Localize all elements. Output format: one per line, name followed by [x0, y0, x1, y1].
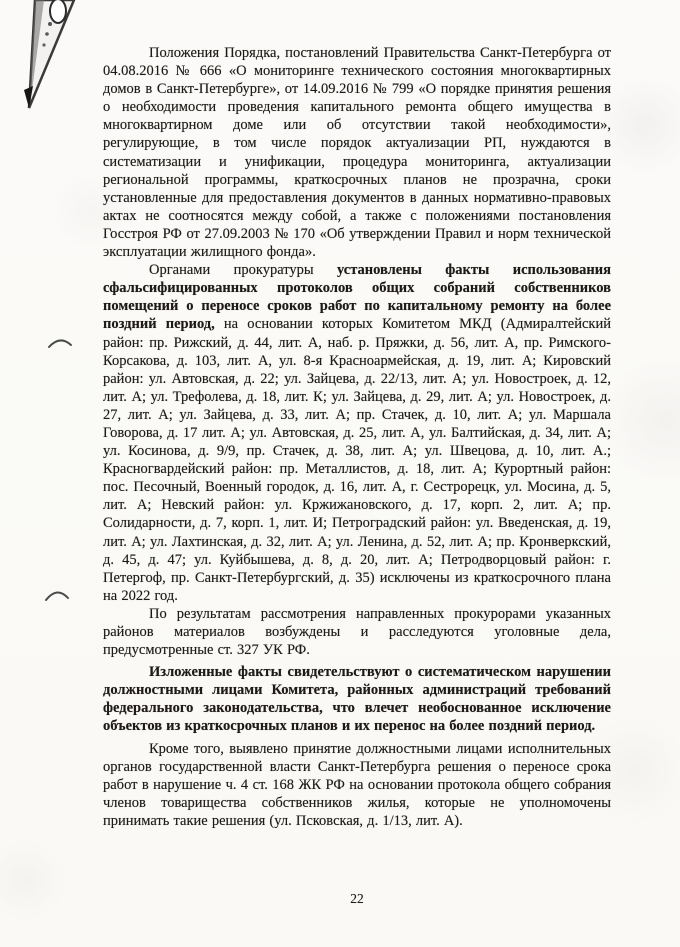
paragraph-falsified-protocols [103, 261, 611, 605]
margin-check-arc-icon [40, 330, 80, 356]
p2-bold-findings-text: установлены факты использования сфальсифицированных протоколов общих собраний собственников помещений о переносе сроков работ по капитальному ремонту на более поздний период, [103, 262, 611, 333]
margin-check-arc-icon [38, 582, 78, 608]
p2-lead-text: Органами прокуратуры [149, 262, 337, 279]
paragraph-criminal-cases: По результатам рассмотрения направленных прокурорами указанных районов материалов возбуждены и расследуются уголовные дела, предусмотренные ст. 327 УК РФ. [103, 605, 611, 659]
paragraph-systematic-violations-bold: Изложенные факты свидетельствуют о систематическом нарушении должностными лицами Комитета, районных администраций требований федерального законодательства, что влечет необоснованное исключение объектов из краткосрочных планов и их перенос на более поздний период. [103, 664, 611, 735]
p2-address-list-text: на основании которых Комитетом МКД (Адмиралтейский район: пр. Рижский, д. 44, лит. А, наб. р. Пряжки, д. 56, лит. А, пр. Римского-Корсакова, д. 103, лит. А, ул. 8-я Красноармейская, д. 19, лит. А; Кировский район: ул. Автовская, д. 22; ул. Зайцева, д. 22/13, лит. А; ул. Новостроек, д. 12, лит. А; ул. Трефолева, д. 18, лит. К; ул. Зайцева, д. 29, лит. А; ул. Новостроек, д. 27, лит. А; ул. Зайцева, д. 33, лит. А; пр. Стачек, д. 10, лит. А; ул. Маршала Говорова, д. 17 лит. А; ул. Автовская, д. 25, лит. А, ул. Балтийская, д. 34, лит. А; ул. Косинова, д. 9/9, пр. Стачек, д. 38, лит. А; ул. Швецова, д. 10, лит. А.; Красногвардейский район: пр. Металлистов, д. 18, лит. А; Курортный район: пос. Песочный, Военный городок, д. 16, лит. А, г. Сестрорецк, ул. Мосина, д. 5, лит. А; Невский район: ул. Кржижановского, д. 17, корп. 2, лит. А; пр. Солидарности, д. 7, корп. 1, лит. И; Петроградский район: ул. Введенская, д. 19, лит. А; ул. Лахтинская, д. 32, лит. А; ул. Ленина, д. 52, лит. А; пр. Кронверкский, д. 45, д. 47; ул. Куйбышева, д. 8, д. 20, лит. А; Петродворцовый район: г. Петергоф, пр. Санкт-Петербургский, д. 35) исключены из краткосрочного плана на 2022 год. [103, 316, 611, 604]
paragraph-unauthorized-decision: Кроме того, выявлено принятие должностными лицами исполнительных органов государственной власти Санкт-Петербурга решения о переносе срока работ в нарушение ч. 4 ст. 168 ЖК РФ на основании протокола общего собрания членов товарищества собственников жилья, которые не уполномочены принимать такие решения (ул. Псковская, д. 1/13, лит. А). [103, 740, 611, 829]
document-body [103, 44, 611, 830]
paragraph-regulations-overview: Положения Порядка, постановлений Правительства Санкт-Петербурга от 04.08.2016 № 666 «О мониторинге технического состояния многоквартирных домов в Санкт-Петербурге», от 14.09.2016 № 799 «О порядке принятия решения о необходимости проведения капитального ремонта общего имущества в многоквартирном доме или об отсутствии такой необходимости», регулирующие, в том числе порядок актуализации РП, нуждаются в систематизации и унификации, процедура мониторинга, актуализации региональной программы, краткосрочных планов не прозрачна, сроки установленные для предоставления документов в данных нормативно-правовых актах не соотносятся между собой, а также с положениями постановления Госстроя РФ от 27.09.2003 № 170 «Об утверждении Правил и норм технической эксплуатации жилищного фонда». [103, 45, 611, 261]
scan-artifact-pen-corner-icon [0, 0, 110, 130]
page-number: 22 [350, 891, 364, 906]
